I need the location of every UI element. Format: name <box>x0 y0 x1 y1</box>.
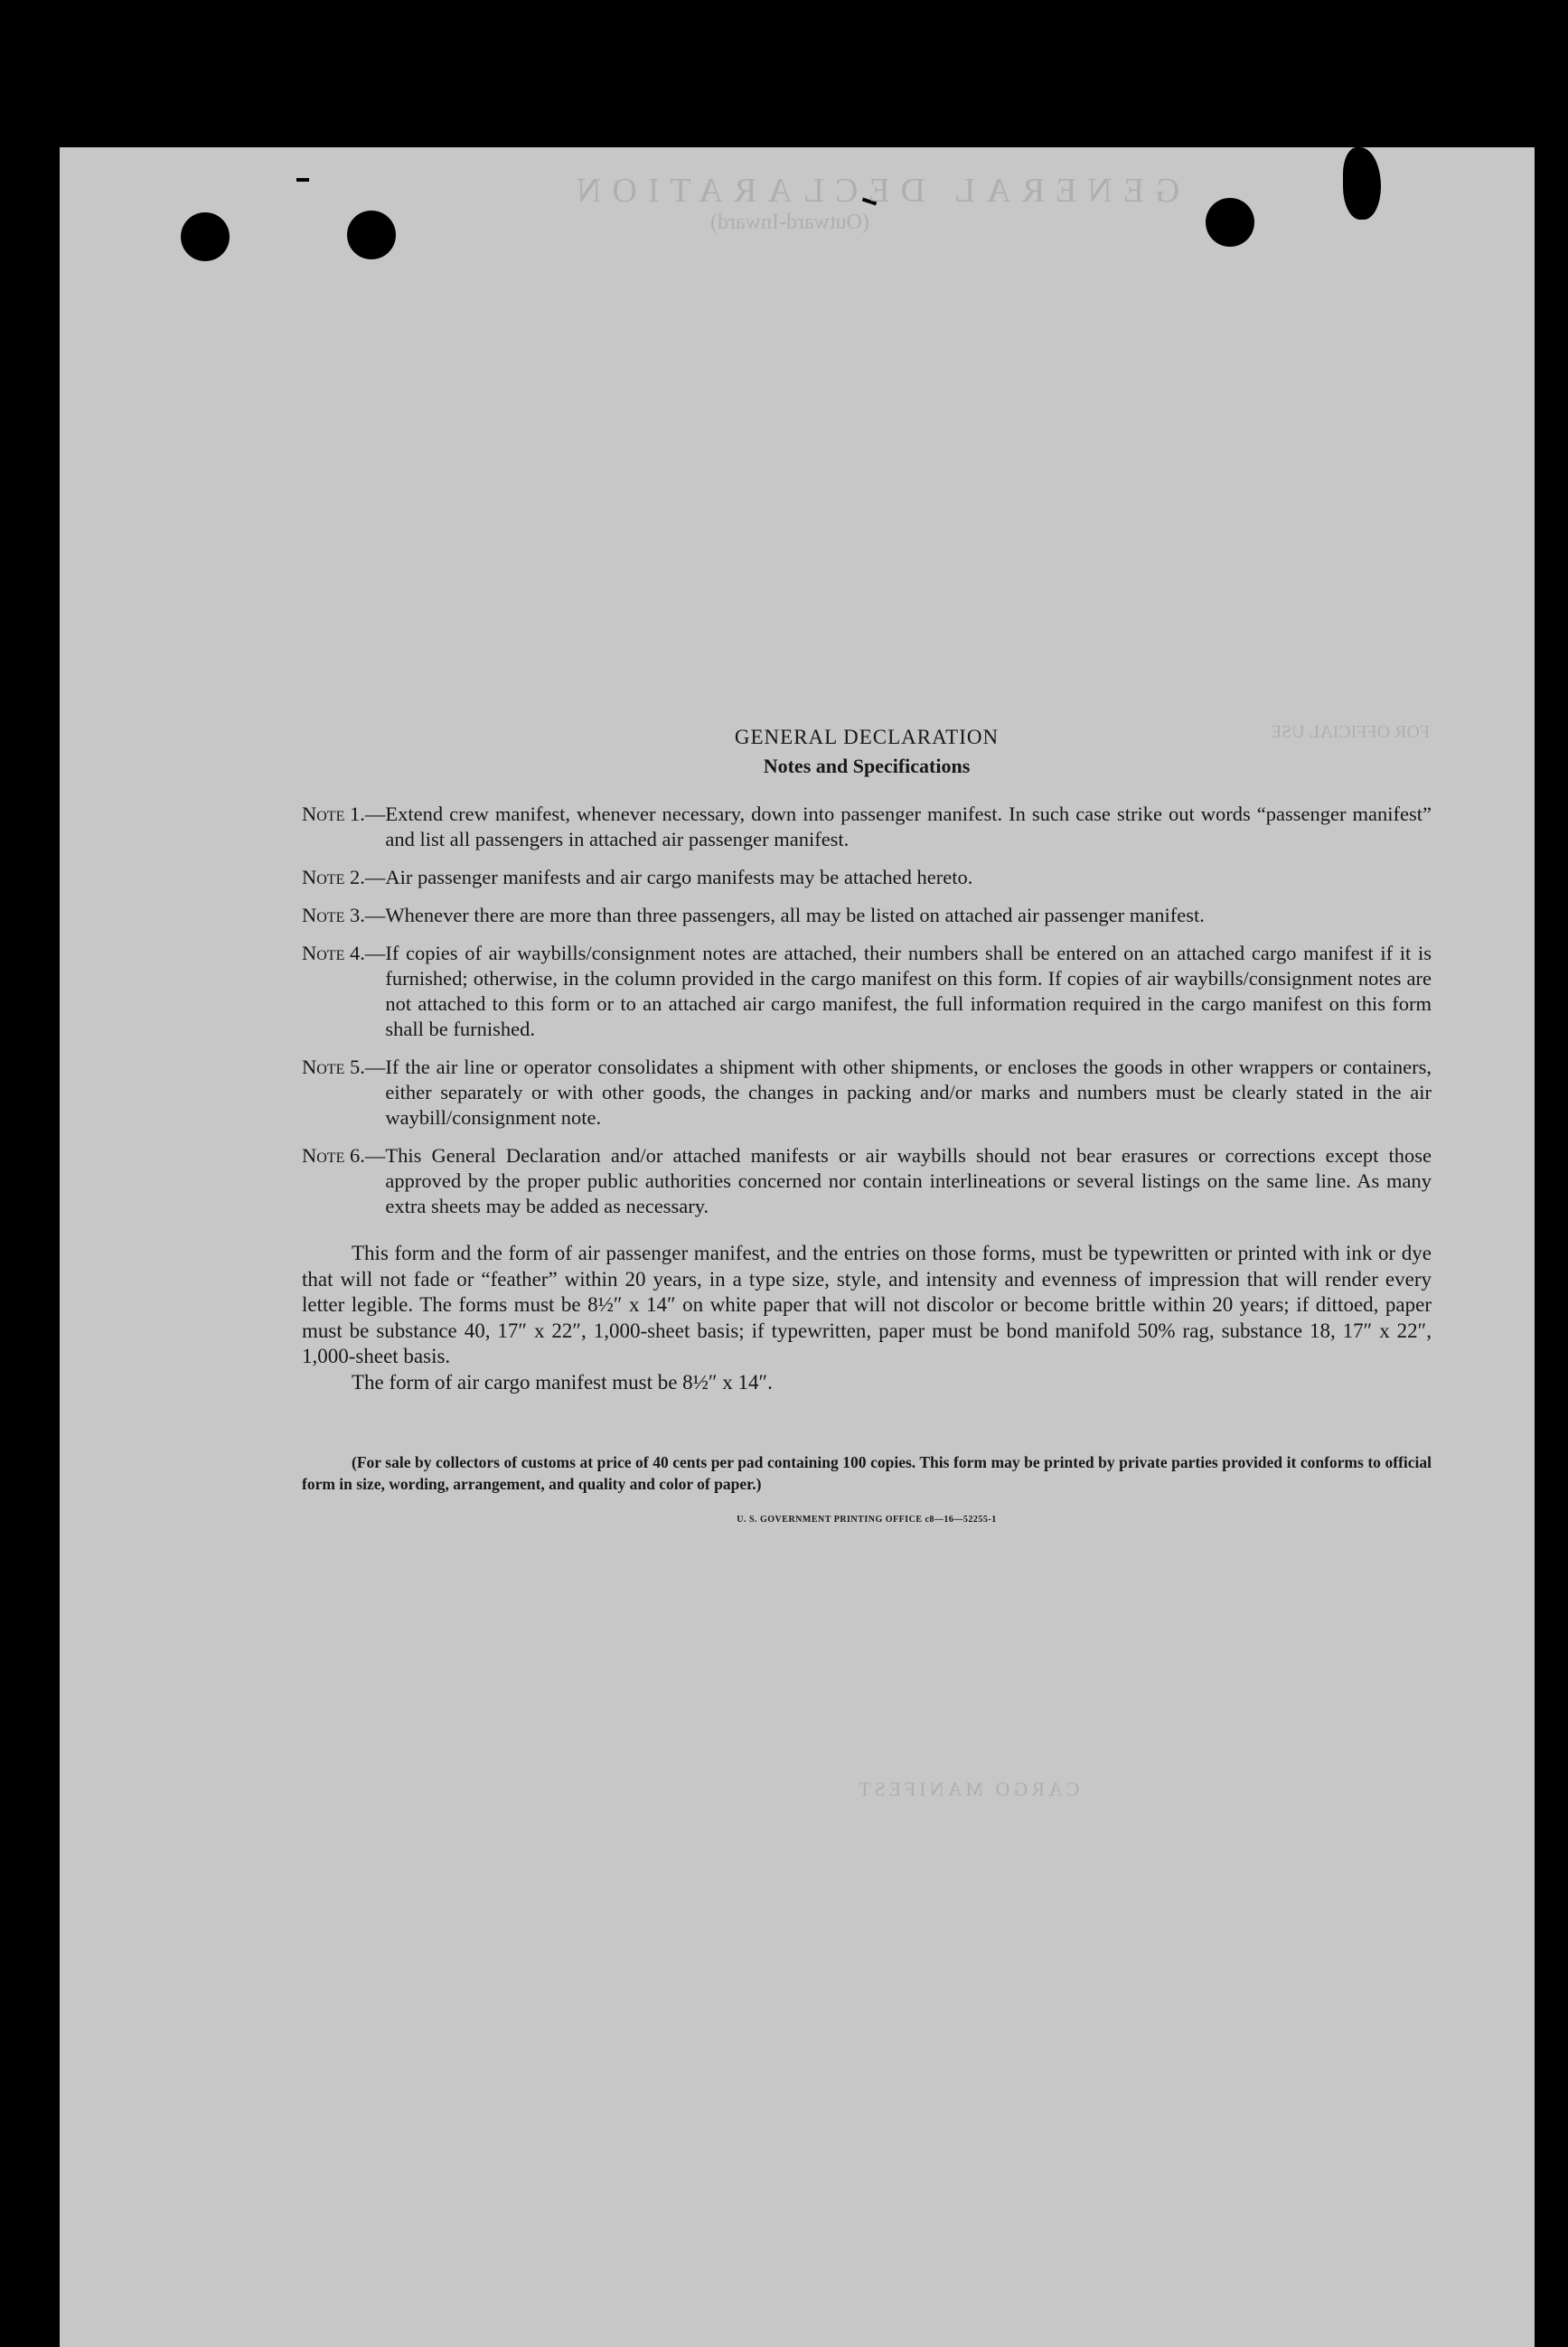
sale-notice: (For sale by collectors of customs at price of 40 cents per pad containing 100 copies. This form may be printed by private parties provided it conforms to official form in size, wording, arrangement, and quality and color of paper.) <box>302 1453 1432 1493</box>
show-through-right-label: FOR OFFICIAL USE <box>1271 722 1430 742</box>
note-label: Note 5.— <box>302 1056 386 1078</box>
note-3 <box>302 903 1432 928</box>
note-label: Note 4.— <box>302 942 386 964</box>
show-through-cargo-label: CARGO MANIFEST <box>855 1778 1080 1800</box>
note-text: If copies of air waybills/consignment notes are attached, their numbers shall be entered on an attached cargo manifest if it is furnished; otherwise, in the column provided in the cargo manifest on this form. If copies of air waybills/consignment notes are not attached to this form or to an attached air cargo manifest, the full information required in the cargo manifest on this form shall be furnished. <box>385 942 1432 1040</box>
note-text: Extend crew manifest, whenever necessary, down into passenger manifest. In such case strike out words “passenger manifest” and list all passengers in attached air passenger manifest. <box>385 803 1432 850</box>
show-through-subheading: (Outward-Inward) <box>710 211 869 234</box>
note-2 <box>302 865 1432 890</box>
note-label: Note 3.— <box>302 904 386 926</box>
note-5 <box>302 1055 1432 1131</box>
punch-hole-left <box>181 212 230 261</box>
note-6 <box>302 1143 1432 1219</box>
punch-hole-right <box>1206 198 1254 247</box>
note-text: If the air line or operator consolidates a shipment with other shipments, or encloses the goods in other wrappers or containers, either separately or with other goods, the changes in packing and/or marks and numbers must be clearly stated in the air waybill/consignment note. <box>385 1056 1432 1129</box>
dust-mark <box>296 178 309 182</box>
note-label: Note 1.— <box>302 803 386 825</box>
page-subtitle: Notes and Specifications <box>763 755 971 777</box>
note-text: Whenever there are more than three passengers, all may be listed on attached air passenger manifest. <box>385 904 1205 926</box>
note-4 <box>302 941 1432 1042</box>
punch-hole-middle <box>347 211 396 259</box>
show-through-heading: GENERAL DECLARATION <box>566 172 1180 210</box>
notes-content <box>302 726 1432 1525</box>
note-1 <box>302 802 1432 852</box>
specification-paragraph: This form and the form of air passenger manifest, and the entries on those forms, must be typewritten or printed with ink or dye that will not fade or “feather” within 20 years, in a type size, style, and intensity and evenness of impression that will render every letter legible. The forms must be 8½″ x 14″ on white paper that will not discolor or become brittle within 20 years; if dittoed, paper must be substance 40, 17″ x 22″, 1,000-sheet basis; if typewritten, paper must be bond manifold 50% rag, substance 18, 17″ x 22″, 1,000-sheet basis. <box>302 1242 1432 1367</box>
document-page <box>60 147 1535 2347</box>
page-title: GENERAL DECLARATION <box>734 726 1000 748</box>
note-label: Note 6.— <box>302 1144 386 1167</box>
note-text: Air passenger manifests and air cargo manifests may be attached hereto. <box>385 866 973 888</box>
note-label: Note 2.— <box>302 866 386 888</box>
cargo-form-size: The form of air cargo manifest must be 8½″ x 14″. <box>352 1370 773 1394</box>
note-text: This General Declaration and/or attached manifests or air waybills should not bear erasures or corrections except those approved by the proper public authorities concerned nor contain interlineations or several listings on the same line. As many extra sheets may be added as necessary. <box>385 1144 1432 1217</box>
printer-line: U. S. GOVERNMENT PRINTING OFFICE c8—16—52255-1 <box>737 1515 997 1525</box>
torn-corner-mark <box>1343 147 1381 220</box>
